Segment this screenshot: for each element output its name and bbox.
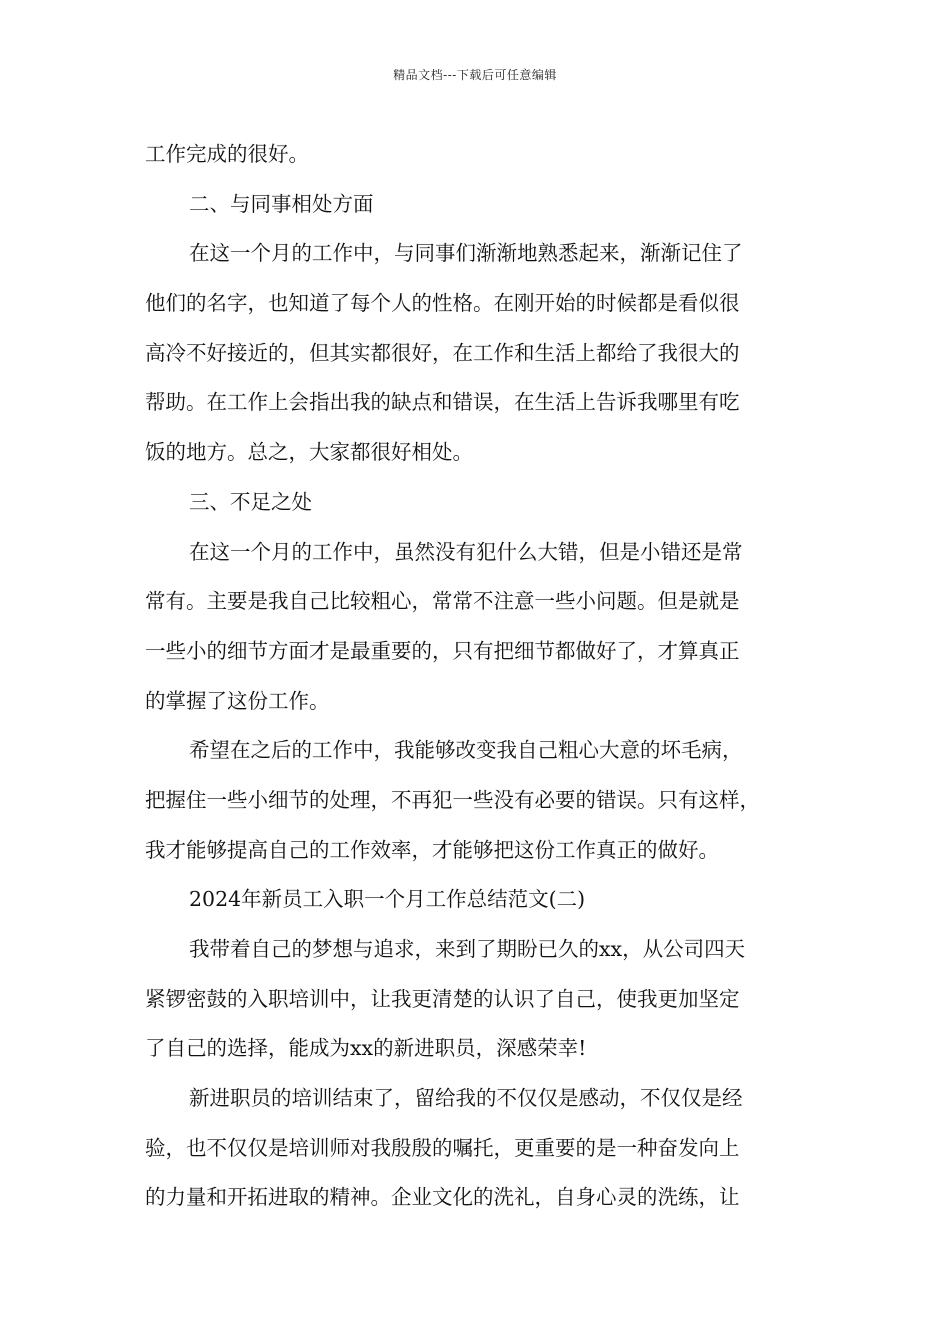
text-line: 验，也不仅仅是培训师对我殷殷的嘱托，更重要的是一种奋发向上 xyxy=(145,1135,740,1160)
page-header: 精品文档---下载后可任意编辑 xyxy=(393,68,557,82)
text-line: 了自己的选择，能成为xx的新进职员，深感荣幸! xyxy=(145,1036,587,1061)
text-line: 饭的地方。总之，大家都很好相处。 xyxy=(145,440,473,465)
text-line: 2024年新员工入职一个月工作总结范文(二) xyxy=(189,887,586,912)
text-line: 紧锣密鼓的入职培训中，让我更清楚的认识了自己，使我更加坚定 xyxy=(145,986,740,1011)
text-line: 高冷不好接近的，但其实都很好，在工作和生活上都给了我很大的 xyxy=(145,340,740,365)
text-line: 帮助。在工作上会指出我的缺点和错误，在生活上告诉我哪里有吃 xyxy=(145,390,740,415)
text-line: 把握住一些小细节的处理，不再犯一些没有必要的错误。只有这样， xyxy=(145,787,760,812)
text-line: 工作完成的很好。 xyxy=(145,142,309,166)
text-line: 他们的名字，也知道了每个人的性格。在刚开始的时候都是看似很 xyxy=(145,291,740,316)
text-line: 的力量和开拓进取的精神。企业文化的洗礼，自身心灵的洗练，让 xyxy=(145,1185,740,1210)
text-line: 三、不足之处 xyxy=(189,489,312,514)
text-line: 二、与同事相处方面 xyxy=(189,191,374,216)
text-line: 我才能够提高自己的工作效率，才能够把这份工作真正的做好。 xyxy=(145,837,719,862)
text-line: 希望在之后的工作中，我能够改变我自己粗心大意的坏毛病， xyxy=(189,738,743,763)
text-line: 的掌握了这份工作。 xyxy=(145,688,330,713)
text-line: 在这一个月的工作中，虽然没有犯什么大错，但是小错还是常 xyxy=(189,539,743,564)
text-line: 常有。主要是我自己比较粗心，常常不注意一些小问题。但是就是 xyxy=(145,589,740,614)
document-body xyxy=(145,130,810,1223)
text-line: 一些小的细节方面才是最重要的，只有把细节都做好了，才算真正 xyxy=(145,638,740,663)
text-line: 我带着自己的梦想与追求，来到了期盼已久的xx，从公司四天 xyxy=(189,937,746,961)
text-line: 新进职员的培训结束了，留给我的不仅仅是感动，不仅仅是经 xyxy=(189,1086,743,1111)
text-line: 在这一个月的工作中，与同事们渐渐地熟悉起来，渐渐记住了 xyxy=(189,241,743,266)
